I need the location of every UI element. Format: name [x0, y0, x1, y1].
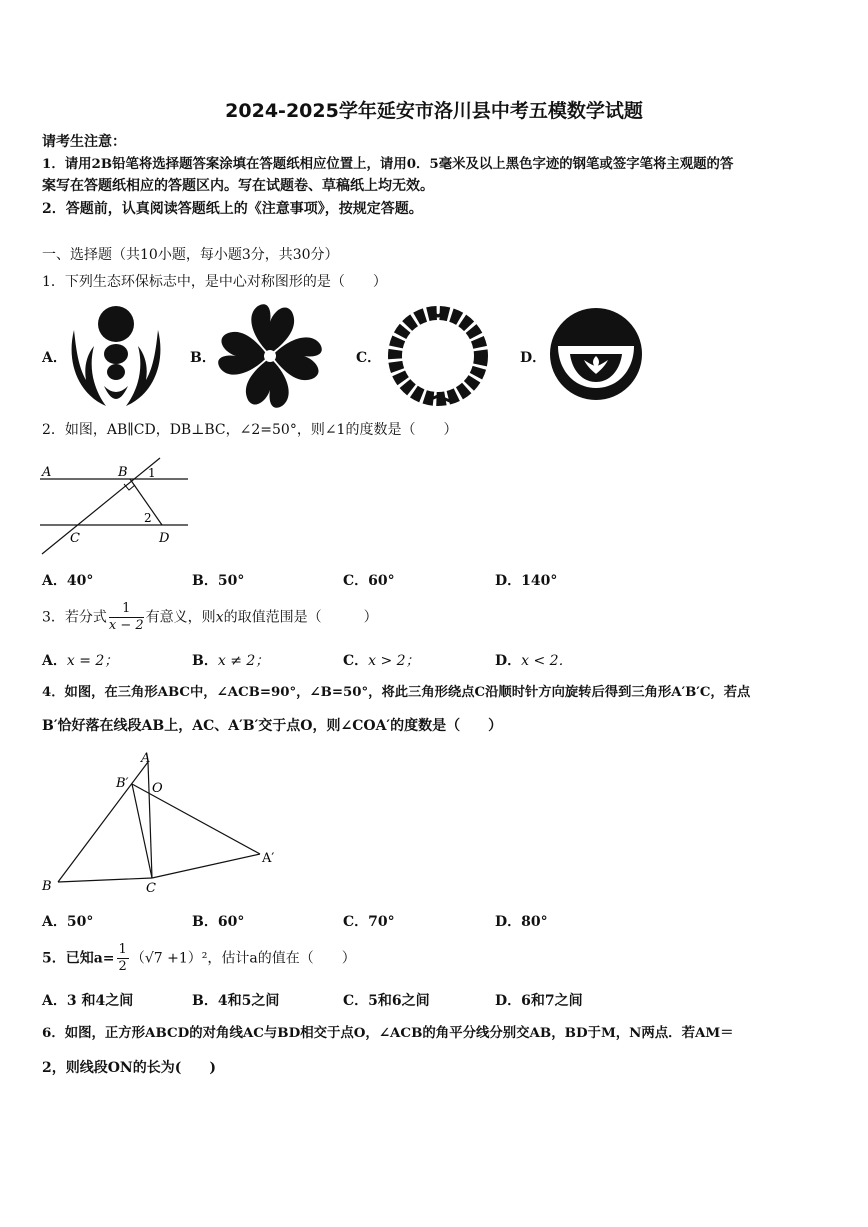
q2-option-a: A．40°: [42, 573, 94, 589]
question-5-text: [42, 942, 356, 975]
q5-fraction: [117, 942, 129, 975]
q4-label-a-prime: A′: [262, 851, 275, 866]
q3-option-c: C．x > 2；: [343, 653, 420, 669]
notice-item-1b: 案写在答题纸相应的答题区内。写在试题卷、草稿纸上均无效。: [42, 178, 434, 194]
q1-option-b-logo: [214, 300, 326, 412]
q1-option-a-logo: [64, 302, 168, 412]
q3-suffix: 有意义，则: [145, 609, 216, 626]
q3-fraction: [109, 601, 144, 634]
q4-option-a: A．50°: [42, 914, 94, 930]
q5-fraction-numerator: 1: [118, 942, 127, 957]
q4-option-c: C．70°: [343, 914, 395, 930]
question-4-line-2: B′恰好落在线段AB上，AC、A′B′交于点O，则∠COA′的度数是（ ）: [42, 718, 503, 734]
page-title: 2024-2025学年延安市洛川县中考五模数学试题: [225, 100, 643, 122]
q3-option-d: D．x < 2．: [495, 653, 573, 669]
q2-label-c: C: [70, 531, 80, 546]
question-1-text: 1．下列生态环保标志中，是中心对称图形的是（ ）: [42, 274, 387, 290]
q1-option-d-label: D．: [520, 350, 547, 366]
q4-option-b: B．60°: [192, 914, 245, 930]
q2-label-b: B: [118, 465, 128, 480]
q2-option-c: C．60°: [343, 573, 395, 589]
section-heading: 一、选择题（共10小题，每小题3分，共30分）: [42, 247, 339, 263]
q3-variable: x: [215, 609, 224, 626]
q5-option-a: A．3 和4之间: [42, 993, 134, 1009]
q4-label-b: B: [42, 879, 52, 894]
q2-option-b: B．50°: [192, 573, 245, 589]
q4-label-b-prime: B′: [116, 776, 129, 791]
q2-label-a: A: [42, 465, 52, 480]
notice-item-1a: 1．请用2B铅笔将选择题答案涂填在答题纸相应位置上，请用0．5毫米及以上黑色字迹的钢笔或签字笔将主观题的答: [42, 156, 734, 172]
q4-option-d: D．80°: [495, 914, 548, 930]
q4-figure: [38, 748, 288, 896]
q3-fraction-denominator: x − 2: [108, 618, 144, 633]
q4-label-o: O: [152, 781, 163, 796]
question-6-line-1: 6．如图，正方形ABCD的对角线AC与BD相交于点O，∠ACB的角平分线分别交AB，BD于M，N两点．若AM＝: [42, 1025, 734, 1041]
question-3-text: [42, 601, 378, 634]
notice-item-2: 2．答题前，认真阅读答题纸上的《注意事项》，按规定答题。: [42, 201, 423, 217]
q1-option-d-logo: [548, 306, 644, 402]
q3-fraction-numerator: 1: [109, 601, 144, 618]
q1-option-a-label: A．: [42, 350, 67, 366]
q1-option-b-label: B．: [190, 350, 216, 366]
q5-option-c: C．5和6之间: [343, 993, 430, 1009]
q2-option-d: D．140°: [495, 573, 558, 589]
q3-suffix-2: 的取值范围是（ ）: [223, 609, 378, 626]
q5-fraction-denominator: 2: [118, 959, 127, 974]
q4-label-c: C: [146, 881, 156, 896]
q2-label-angle-2: 2: [144, 511, 152, 525]
question-4-line-1: 4．如图，在三角形ABC中，∠ACB=90°，∠B=50°，将此三角形绕点C沿顺时针方向旋转后得到三角形A′B′C，若点: [42, 685, 751, 700]
q1-option-c-label: C．: [356, 350, 382, 366]
q3-prefix: 3．若分式: [42, 609, 107, 626]
q2-label-angle-1: 1: [148, 466, 156, 480]
q1-option-c-logo: [384, 302, 492, 410]
q5-middle: （√7 +1）²，估计a的值在（ ）: [130, 950, 356, 967]
q2-figure: [40, 454, 190, 556]
q5-option-d: D．6和7之间: [495, 993, 583, 1009]
question-6-line-2: 2，则线段ON的长为( ): [42, 1060, 216, 1076]
notice-heading: 请考生注意：: [42, 134, 126, 150]
q3-option-a: A．x = 2；: [42, 653, 119, 669]
q3-option-b: B．x ≠ 2；: [192, 653, 270, 669]
q4-label-a: A: [141, 751, 151, 766]
q5-prefix: 5．已知a=: [42, 950, 115, 967]
question-2-text: 2．如图，AB∥CD，DB⊥BC，∠2=50°，则∠1的度数是（ ）: [42, 422, 458, 438]
q2-label-d: D: [159, 531, 170, 546]
q5-option-b: B．4和5之间: [192, 993, 280, 1009]
